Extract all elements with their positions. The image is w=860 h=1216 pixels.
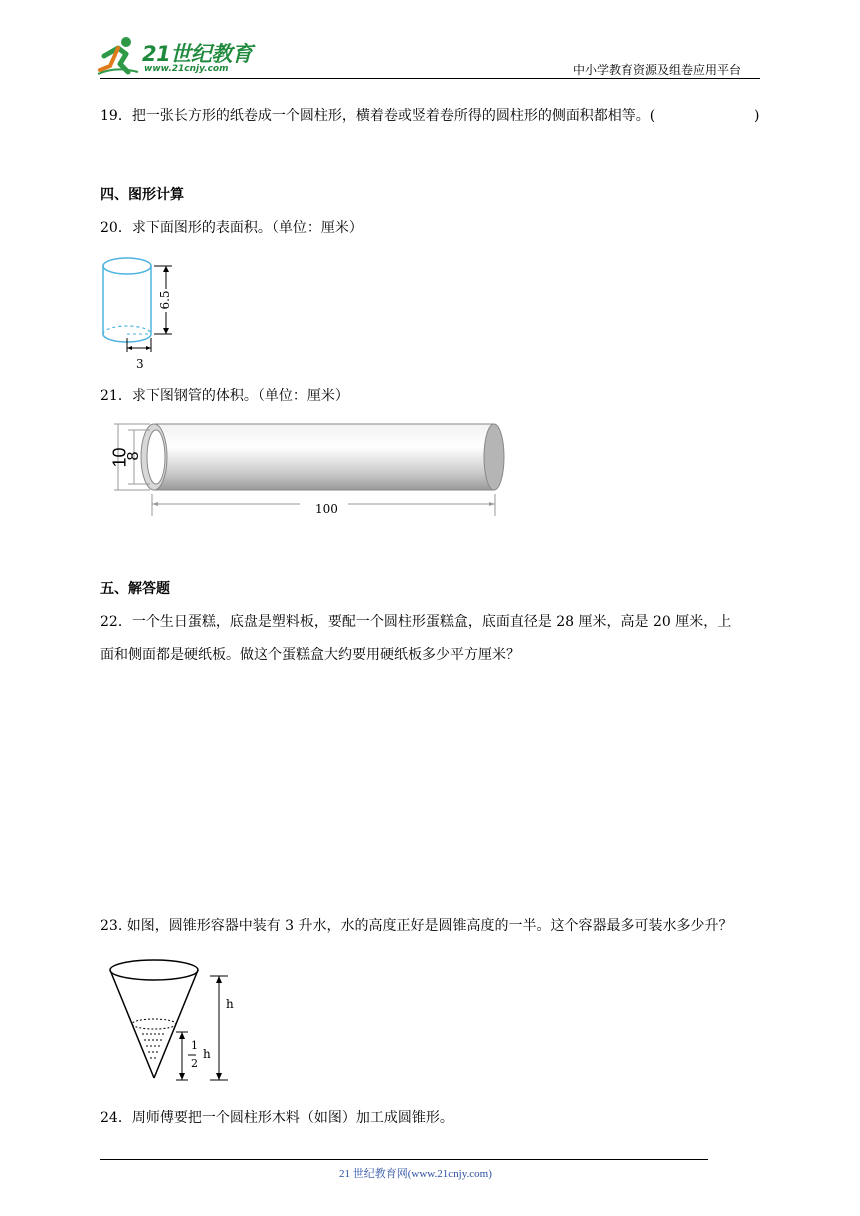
- water-height-fraction-h: h: [203, 1047, 211, 1061]
- water-height-fraction-denominator: 2: [191, 1057, 198, 1070]
- question-22-line-2: 面和侧面都是硬纸板。做这个蛋糕盒大约要用硬纸板多少平方厘米？: [100, 647, 520, 663]
- question-21-text: 21．求下图钢管的体积。（单位：厘米）: [100, 388, 349, 404]
- question-19-text: 19．把一张长方形的纸卷成一个圆柱形，横着卷或竖着卷所得的圆柱形的侧面积都相等。(: [100, 108, 656, 124]
- logo-title: 21世纪教育: [142, 42, 253, 66]
- pipe-outer-diameter-label: 10: [109, 447, 130, 468]
- footer-divider: [100, 1159, 708, 1160]
- question-23-text: 23. 如图，圆锥形容器中装有 3 升水，水的高度正好是圆锥高度的一半。这个容器最多可装水多少升？: [100, 918, 733, 934]
- section-4-title: 四、图形计算: [100, 187, 184, 203]
- header-divider: [100, 78, 760, 79]
- cone-height-label: h: [226, 997, 234, 1011]
- question-19: [100, 106, 655, 126]
- logo-url: www.21cnjy.com: [144, 64, 229, 74]
- runner-logo-icon: [96, 36, 140, 76]
- footer-link[interactable]: 21 世纪教育网(www.21cnjy.com): [339, 1168, 492, 1180]
- header-platform-text: 中小学教育资源及组卷应用平台: [573, 63, 742, 77]
- pipe-length-label: 100: [315, 502, 338, 516]
- section-5-title: 五、解答题: [100, 581, 170, 597]
- question-24-text: 24．周师傅要把一个圆柱形木料（如图）加工成圆锥形。: [100, 1110, 454, 1126]
- water-height-fraction-numerator: 1: [191, 1039, 198, 1052]
- question-22-line-1: 22．一个生日蛋糕，底盘是塑料板，要配一个圆柱形蛋糕盒，底面直径是 28 厘米，高是 20 厘米，上: [100, 614, 732, 630]
- pipe-inner-diameter-label: 8: [125, 451, 142, 461]
- cylinder-radius-label: 3: [136, 357, 144, 371]
- question-20-text: 20．求下面图形的表面积。（单位：厘米）: [100, 220, 363, 236]
- cone-container-figure: [104, 956, 254, 1086]
- question-19-answer-bracket[interactable]: ): [754, 108, 760, 124]
- header-logo: [96, 36, 266, 78]
- cylinder-figure: [98, 254, 188, 374]
- cylinder-height-label: 6.5: [158, 290, 172, 310]
